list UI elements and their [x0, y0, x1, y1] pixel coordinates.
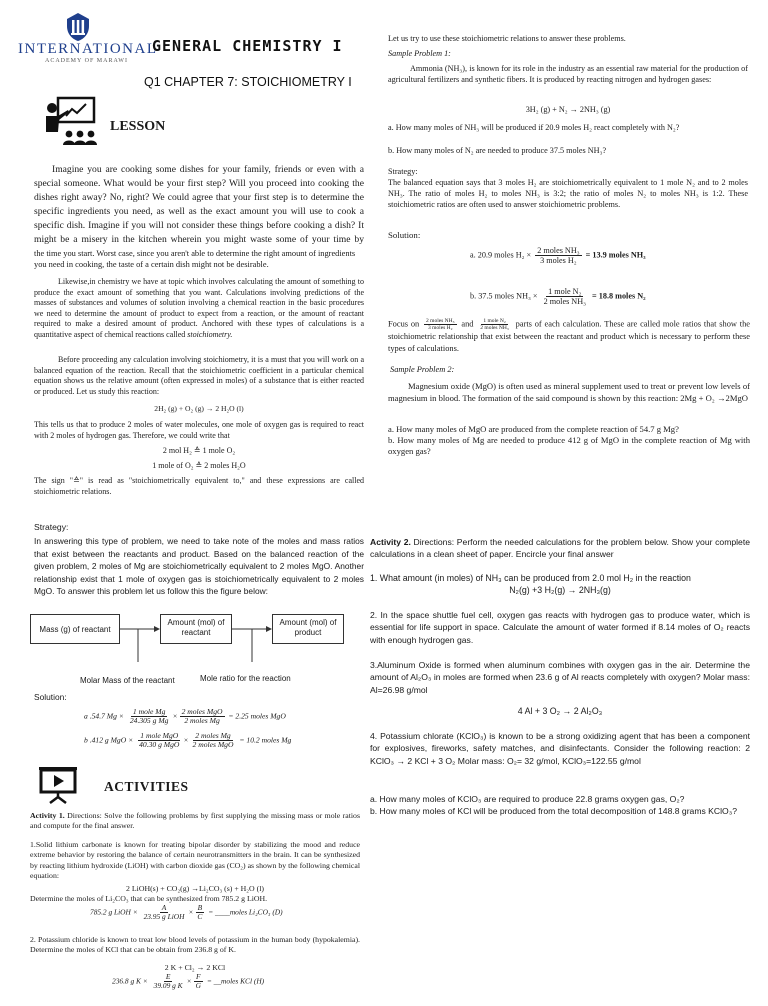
activity-1-question-1: 1.Solid lithium carbonate is known for treating bipolar disorder by stabilizing the mood and reduce extreme behavior by restoring the balance of certain neurotransmitters in the brain. It can be synthesized by reacting lithium hydroxide (LiOH) with carbon dioxide gas (CO₂) as shown by the following chemical equation:	[30, 840, 360, 880]
intro-paragraph-1-cont: the time you start. Worst case, since you aren't able to determine the right amount of ingredients you need in cooking, the taste of a certain dish might not be desirable.	[34, 249, 356, 270]
activity-1-question-1-ask: Determine the moles of Li₂CO₃ that can be synthesized from 785.2 g LiOH.	[30, 894, 268, 903]
solution-label-left: Solution:	[34, 692, 67, 702]
strategy-text-left: In answering this type of problem, we need to take note of the moles and mass ratios that exist between the reactants and product. Based on the balanced reaction of the given problem, 2 moles of Mg are stoichiometrically equivalent to 2 moles MgO. Another relationship exist that 1 mole of oxygen gas is stoichiometrically equivalent to 2 moles MgO. To answer this problem let us follow this the figure below:	[34, 536, 364, 597]
intro-paragraph-3: Before proceeding any calculation involving stoichiometry, it is a must that you will work on a balanced equation of the reaction. Recall that the stoichiometric coefficient in a particular chemical equation shows us the relative amount (often expressed in moles) of a substance that is either reacted or produced. Let us study this reaction:	[34, 355, 364, 396]
intro-paragraph-1: Imagine you are cooking some dishes for your family, friends or even with a special someone. What would be your first step? Will you proceed into cooking the dishes right away? No, right? We could agree that your first step is to determine the specific ingredients you need, as well as the exact amount you will use to cook a specific dish. Imagine if you will not consider these things before cooking a dish? It might be a misery in the kitchen wherein you might waste some of your time by	[34, 164, 364, 245]
activity-2-question-4b: b. How many moles of KCl will be produced from the total decomposition of 148.8 grams KClO₃?	[370, 806, 737, 816]
teacher-board-icon	[44, 96, 98, 148]
stoich-relation-2: 1 mole of O₂ ≙ 2 moles H₂O	[152, 461, 246, 470]
activity-2-directions: Activity 2. Directions: Perform the needed calculations for the problem below. Show your complete calculations in a clean sheet of paper. Encircle your final answer	[370, 537, 750, 560]
sample-problem-2-question-a: a. How many moles of MgO are produced from the complete reaction of 54.7 g Mg?	[388, 424, 679, 434]
mg-solution-a: a .54.7 Mg × $\frac{\text{1 mole Mg}}{\text{24.305 g Mg}}$ × $\frac{\text{2 moles MgO}}{\text{2 moles Mg}}$ = 2.25 moles MgO	[84, 707, 286, 726]
activity-1-directions: Activity 1. Directions: Solve the following problems by first supplying the missing mass or mole ratios and compute for the final answer.	[30, 811, 360, 831]
kcl-equation: 2 K + Cl₂ → 2 KCl	[164, 963, 226, 972]
strategy-label-right: Strategy:	[388, 167, 418, 176]
activity-2-question-1: 1. What amount (in moles) of NH₃ can be produced from 2.0 mol H₂ in the reaction	[370, 573, 691, 583]
mg-solution-b: b .412 g MgO × $\frac{\text{1 mole MgO}}{\text{40.30 g MgO}}$ × $\frac{\text{2 moles Mg}}{\text{2 moles MgO}}$ = 10.2 moles Mg	[84, 731, 292, 750]
activity-2-question-2: 2. In the space shuttle fuel cell, oxygen gas reacts with hydrogen gas to produce water, which is essential for life support in space. Calculate the amount of water formed if 8.14 moles of O₂ reacts with enough hydrogen gas.	[370, 610, 750, 645]
flow-arrows	[30, 612, 360, 684]
conversion-flowchart	[30, 612, 360, 684]
sample-problem-2-question-b: b. How many moles of Mg are needed to produce 412 g of MgO in the complete reaction of Mg with oxygen gas?	[388, 435, 750, 457]
kcl-calculation: 236.8 g K × $\frac{E}{\text{39.09 g K}}$ × $\frac{F}{G}$ = __moles KCl (H)	[112, 972, 265, 991]
flow-label-mole-ratio: Mole ratio for the reaction	[200, 674, 291, 683]
sample-problem-2-text: Magnesium oxide (MgO) is often used as mineral supplement used to treat or prevent low levels of magnesium in blood. The formation of the said compound is shown by this reaction: 2Mg + O₂ →2MgO	[388, 381, 750, 403]
water-equation: 2H₂ (g) + O₂ (g) → 2 H₂O (l)	[154, 404, 244, 413]
course-title: GENERAL CHEMISTRY I	[152, 37, 343, 55]
flow-label-molar-mass: Molar Mass of the reactant	[80, 676, 175, 685]
strategy-label-left: Strategy:	[34, 522, 69, 532]
solution-a-equation: a. 20.9 moles H₂ × $\frac{\text{2 moles NH₃}}{\text{3 moles H₂}}$ = 13.9 moles NH₃	[470, 246, 646, 266]
flow-box-mass-reactant: Mass (g) of reactant	[30, 614, 120, 644]
lithium-equation: 2 LiOH(s) + CO₂(g) →Li₂CO₃ (s) + H₂O (l)	[126, 884, 264, 893]
org-subtitle: ACADEMY OF MARAWI	[45, 58, 128, 64]
activity-2-question-4a: a. How many moles of KClO₃ are required to produce 22.8 grams oxygen gas, O₂?	[370, 794, 685, 804]
activity-2-question-3: 3.Aluminum Oxide is formed when aluminum combines with oxygen gas in the air. Determine the amount of Al₂O₃ in moles are formed when 23.6 g of Al reacts completely with oxygen? Molar mass: Al=26.98 g/mol	[370, 660, 750, 695]
ammonia-equation: 3H₂ (g) + N₂ → 2NH₃ (g)	[525, 105, 611, 114]
activity-2-question-4: 4. Potassium chlorate (KClO₃) is known to be a strong oxidizing agent that has been a component for explosives, fireworks, safety matches, and disinfectants. Consider the following reaction: 2 KClO₃ → 2 KCl + 3 O₂ Molar mass: O₂= 32 g/mol, KClO₃=122.55 g/mol	[370, 731, 750, 766]
focus-paragraph: Focus on $\frac{\text{2 moles NH₃}}{\text{3 moles H₂}}$ and $\frac{\text{1 mole N₂}}{\text{2 moles NH₃}}$ parts of each calculation. These are called mole ratios that show the stoichiometric relationship that exist between the reactant and product which is necessary to perform these types of calculations.	[388, 318, 751, 354]
intro-paragraph-2: Likewise,in chemistry we have at topic which involves calculating the amount of something to produce the exact amount of something that you want. Calculations involving predictions of the masses of substances and volumes of solution involving a chemical reaction in the basic procedures we need to determine the amount of product to expect from a reaction, or the amount of reactant required to make a desired amount of product. Anchored with these types of calculations is a quantitative aspect of chemical reactions called stoichiometry.	[34, 277, 364, 339]
sample-problem-1-text: Ammonia (NH₃), is known for its role in the industry as an essential raw material for the production of agricultural fertilizers and synthetic fibers. It is produced by reacting nitrogen and hydrogen gases:	[388, 64, 748, 84]
academy-logo-icon	[64, 12, 92, 42]
org-name: INTERNATIONAL	[18, 41, 158, 57]
alumina-equation: 4 Al + 3 O₂ → 2 Al₂O₃	[517, 706, 603, 716]
flow-box-amount-reactant: Amount (mol) of reactant	[160, 614, 232, 644]
stoich-relation-1: 2 mol H₂ ≙ 1 mole O₂	[162, 446, 236, 455]
solution-label-right: Solution:	[388, 230, 421, 240]
sample-problem-2-label: Sample Problem 2:	[390, 365, 455, 374]
flow-box-amount-product: Amount (mol) of product	[272, 614, 344, 644]
lithium-calculation: 785.2 g LiOH × $\frac{A}{\text{23.95 g LiOH}}$ × $\frac{B}{C}$ = ____moles Li₂CO₃ (D)	[90, 903, 283, 922]
ammonia-synthesis-equation: N₂(g) +3 H₂(g) → 2NH₃(g)	[509, 585, 611, 595]
sample-problem-1-label: Sample Problem 1:	[388, 49, 451, 58]
sample-problem-1-question-b: b. How many moles of N₂ are needed to produce 37.5 moles NH₃?	[388, 146, 607, 155]
strategy-text-right: The balanced equation says that 3 moles H₂ are stoichiometrically equivalent to 1 mole N₂ and to 2 moles NH₃. The ratio of moles H₂ to moles NH₃ is 3:2; the ratio of moles N₂ to moles NH₃ is 1:2. These stoichiometric ratios are often used to answer stoichiometric problems.	[388, 178, 748, 209]
intro-paragraph-4: This tells us that to produce 2 moles of water molecules, one mole of oxygen gas is required to react with 2 moles of hydrogen gas. Therefore, we could write that	[34, 420, 364, 440]
video-screen-icon	[38, 764, 78, 804]
solution-b-equation: b. 37.5 moles NH₃ × $\frac{\text{1 mole N₂}}{\text{2 moles NH₃}}$ = 18.8 moles N₂	[470, 287, 646, 307]
activities-heading: ACTIVITIES	[104, 779, 189, 794]
sample-problem-1-question-a: a. How many moles of NH₃ will be produced if 20.9 moles H₂ react completely with N₂?	[388, 123, 680, 132]
chapter-title: Q1 CHAPTER 7: STOICHIOMETRY I	[144, 75, 352, 89]
problems-intro: Let us try to use these stoichiometric relations to answer these problems.	[388, 34, 626, 43]
intro-paragraph-5: The sign "≙" is read as "stoichiometrically equivalent to," and these expressions are called stoichiometric relations.	[34, 476, 364, 496]
lesson-heading: LESSON	[110, 119, 166, 134]
activity-1-question-2: 2. Potassium chloride is known to treat low blood levels of potassium in the human body (hypokalemia). Determine the moles of KCl that can be obtain from 236.8 g of K.	[30, 935, 360, 955]
